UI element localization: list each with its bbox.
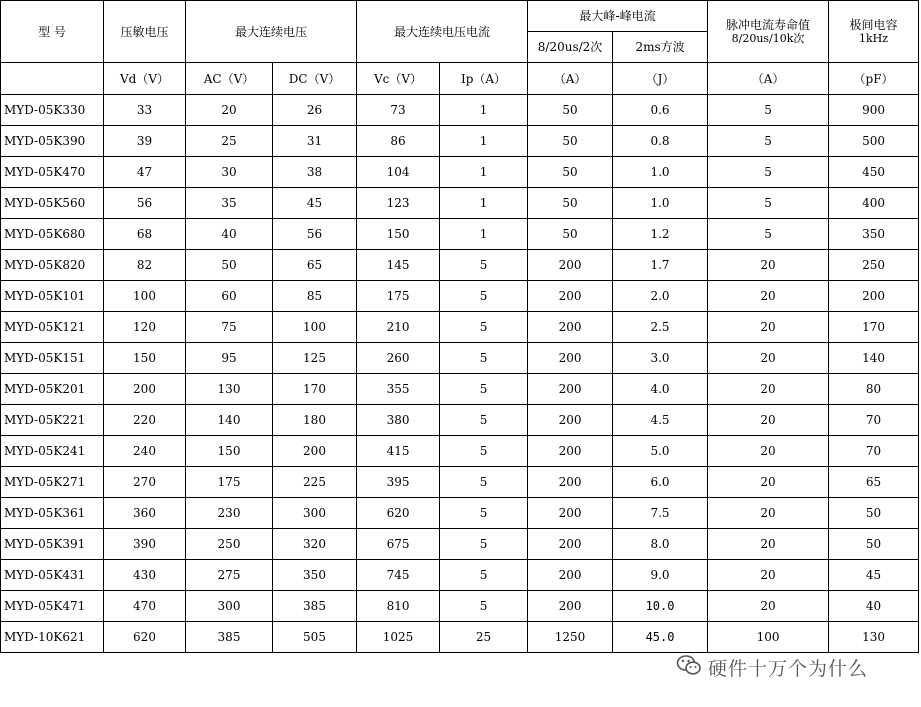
header-units-row — [1, 63, 919, 95]
cell-ac: 25 — [186, 126, 273, 157]
cell-energy: 9.0 — [613, 560, 708, 591]
cell-model: MYD-05K330 — [1, 95, 104, 126]
cell-ac: 95 — [186, 343, 273, 374]
cell-vd: 100 — [104, 281, 186, 312]
cell-peak: 1250 — [528, 622, 613, 653]
cell-life: 20 — [708, 498, 829, 529]
table-row — [1, 95, 919, 126]
cell-dc: 320 — [273, 529, 357, 560]
cell-peak: 200 — [528, 560, 613, 591]
cell-ac: 30 — [186, 157, 273, 188]
header-varistor-voltage: 压敏电压 — [104, 1, 186, 63]
cell-vd: 390 — [104, 529, 186, 560]
cell-vd: 430 — [104, 560, 186, 591]
cell-vc: 145 — [357, 250, 440, 281]
cell-vd: 220 — [104, 405, 186, 436]
cell-ip: 5 — [440, 591, 528, 622]
cell-model: MYD-05K361 — [1, 498, 104, 529]
cell-ip: 5 — [440, 343, 528, 374]
cell-cap: 170 — [829, 312, 919, 343]
cell-vd: 120 — [104, 312, 186, 343]
cell-dc: 85 — [273, 281, 357, 312]
table-row — [1, 157, 919, 188]
cell-cap: 50 — [829, 529, 919, 560]
cell-ac: 130 — [186, 374, 273, 405]
cell-cap: 250 — [829, 250, 919, 281]
cell-cap: 70 — [829, 405, 919, 436]
cell-vc: 620 — [357, 498, 440, 529]
cell-life: 100 — [708, 622, 829, 653]
cell-vc: 745 — [357, 560, 440, 591]
cell-energy: 4.0 — [613, 374, 708, 405]
cell-cap: 50 — [829, 498, 919, 529]
cell-energy: 0.6 — [613, 95, 708, 126]
cell-vd: 82 — [104, 250, 186, 281]
cell-ip: 5 — [440, 467, 528, 498]
unit-cap-pf: （pF） — [829, 63, 919, 95]
cell-vc: 675 — [357, 529, 440, 560]
cell-life: 20 — [708, 374, 829, 405]
cell-model: MYD-10K621 — [1, 622, 104, 653]
cell-dc: 200 — [273, 436, 357, 467]
cell-cap: 40 — [829, 591, 919, 622]
cell-dc: 65 — [273, 250, 357, 281]
table-row — [1, 188, 919, 219]
cell-dc: 225 — [273, 467, 357, 498]
cell-dc: 31 — [273, 126, 357, 157]
table-row — [1, 343, 919, 374]
cell-vc: 380 — [357, 405, 440, 436]
cell-ac: 40 — [186, 219, 273, 250]
unit-vc: Vc（V） — [357, 63, 440, 95]
cell-ac: 35 — [186, 188, 273, 219]
table-row — [1, 405, 919, 436]
cell-model: MYD-05K820 — [1, 250, 104, 281]
cell-ip: 5 — [440, 529, 528, 560]
cell-model: MYD-05K221 — [1, 405, 104, 436]
unit-model-blank — [1, 63, 104, 95]
cell-ac: 385 — [186, 622, 273, 653]
table-row — [1, 250, 919, 281]
table-row — [1, 281, 919, 312]
cell-model: MYD-05K201 — [1, 374, 104, 405]
cell-peak: 50 — [528, 95, 613, 126]
cell-peak: 200 — [528, 405, 613, 436]
cell-energy: 0.8 — [613, 126, 708, 157]
cell-energy: 1.7 — [613, 250, 708, 281]
cell-ip: 5 — [440, 405, 528, 436]
cell-model: MYD-05K471 — [1, 591, 104, 622]
cell-ac: 300 — [186, 591, 273, 622]
cell-dc: 100 — [273, 312, 357, 343]
cell-cap: 80 — [829, 374, 919, 405]
cell-ip: 5 — [440, 312, 528, 343]
cell-dc: 125 — [273, 343, 357, 374]
cell-vd: 360 — [104, 498, 186, 529]
cell-model: MYD-05K151 — [1, 343, 104, 374]
cell-vd: 240 — [104, 436, 186, 467]
header-peak-2ms: 2ms方波 — [613, 32, 708, 63]
cell-vd: 470 — [104, 591, 186, 622]
cell-ac: 60 — [186, 281, 273, 312]
cell-energy: 3.0 — [613, 343, 708, 374]
cell-vc: 210 — [357, 312, 440, 343]
cell-ip: 25 — [440, 622, 528, 653]
cell-cap: 70 — [829, 436, 919, 467]
unit-peak-a: （A） — [528, 63, 613, 95]
cell-life: 5 — [708, 95, 829, 126]
cell-ip: 1 — [440, 126, 528, 157]
cell-dc: 505 — [273, 622, 357, 653]
cell-ac: 175 — [186, 467, 273, 498]
cell-model: MYD-05K101 — [1, 281, 104, 312]
cell-life: 20 — [708, 250, 829, 281]
cell-ac: 250 — [186, 529, 273, 560]
cell-ip: 1 — [440, 188, 528, 219]
header-row-1 — [1, 1, 919, 32]
unit-vd: Vd（V） — [104, 63, 186, 95]
cell-ac: 140 — [186, 405, 273, 436]
cell-vd: 620 — [104, 622, 186, 653]
cell-life: 5 — [708, 219, 829, 250]
cell-cap: 65 — [829, 467, 919, 498]
cell-ac: 20 — [186, 95, 273, 126]
cell-life: 20 — [708, 560, 829, 591]
cell-dc: 300 — [273, 498, 357, 529]
cell-vd: 150 — [104, 343, 186, 374]
cell-cap: 130 — [829, 622, 919, 653]
cell-dc: 170 — [273, 374, 357, 405]
cell-peak: 200 — [528, 374, 613, 405]
header-max-peak-current: 最大峰-峰电流 — [528, 1, 708, 32]
cell-energy: 4.5 — [613, 405, 708, 436]
cell-vc: 104 — [357, 157, 440, 188]
unit-dc: DC（V） — [273, 63, 357, 95]
cell-model: MYD-05K431 — [1, 560, 104, 591]
cell-peak: 200 — [528, 591, 613, 622]
cell-ip: 5 — [440, 498, 528, 529]
table-row — [1, 467, 919, 498]
cell-life: 20 — [708, 405, 829, 436]
cell-vc: 355 — [357, 374, 440, 405]
cell-vd: 270 — [104, 467, 186, 498]
cell-cap: 450 — [829, 157, 919, 188]
cell-vc: 86 — [357, 126, 440, 157]
cell-vd: 33 — [104, 95, 186, 126]
cell-life: 20 — [708, 436, 829, 467]
table-row — [1, 374, 919, 405]
cell-peak: 200 — [528, 498, 613, 529]
cell-vc: 73 — [357, 95, 440, 126]
cell-cap: 400 — [829, 188, 919, 219]
header-capacitance-sub: 1kHz — [859, 31, 889, 45]
cell-life: 20 — [708, 343, 829, 374]
header-capacitance-title: 极间电容 — [849, 17, 898, 32]
cell-ac: 75 — [186, 312, 273, 343]
cell-model: MYD-05K271 — [1, 467, 104, 498]
cell-model: MYD-05K680 — [1, 219, 104, 250]
cell-peak: 50 — [528, 126, 613, 157]
cell-peak: 200 — [528, 250, 613, 281]
cell-life: 20 — [708, 467, 829, 498]
table-row — [1, 560, 919, 591]
cell-peak: 200 — [528, 529, 613, 560]
cell-vc: 395 — [357, 467, 440, 498]
cell-peak: 200 — [528, 312, 613, 343]
table-row — [1, 219, 919, 250]
unit-energy-j: （J） — [613, 63, 708, 95]
cell-energy: 2.5 — [613, 312, 708, 343]
unit-ip: Ip（A） — [440, 63, 528, 95]
cell-model: MYD-05K121 — [1, 312, 104, 343]
cell-energy: 10.0 — [613, 591, 708, 622]
cell-cap: 900 — [829, 95, 919, 126]
wechat-icon — [676, 653, 702, 681]
cell-dc: 38 — [273, 157, 357, 188]
header-pulse-life — [708, 1, 829, 63]
cell-vc: 1025 — [357, 622, 440, 653]
header-peak-8-20us: 8/20us/2次 — [528, 32, 613, 63]
cell-life: 20 — [708, 312, 829, 343]
cell-vc: 260 — [357, 343, 440, 374]
cell-peak: 200 — [528, 281, 613, 312]
watermark — [676, 654, 868, 680]
cell-model: MYD-05K241 — [1, 436, 104, 467]
cell-ip: 5 — [440, 281, 528, 312]
cell-life: 20 — [708, 281, 829, 312]
cell-ac: 150 — [186, 436, 273, 467]
cell-vc: 123 — [357, 188, 440, 219]
cell-ac: 230 — [186, 498, 273, 529]
cell-model: MYD-05K560 — [1, 188, 104, 219]
cell-ip: 1 — [440, 95, 528, 126]
unit-ac: AC（V） — [186, 63, 273, 95]
table-row — [1, 312, 919, 343]
cell-life: 5 — [708, 188, 829, 219]
cell-ip: 5 — [440, 250, 528, 281]
cell-ip: 5 — [440, 560, 528, 591]
cell-ac: 275 — [186, 560, 273, 591]
header-pulse-life-sub: 8/20us/10k次 — [731, 31, 805, 45]
table-row — [1, 591, 919, 622]
header-max-clamping-voltage-current: 最大连续电压电流 — [357, 1, 528, 63]
cell-peak: 200 — [528, 467, 613, 498]
cell-vd: 39 — [104, 126, 186, 157]
header-model: 型 号 — [1, 1, 104, 63]
header-capacitance — [829, 1, 919, 63]
cell-model: MYD-05K390 — [1, 126, 104, 157]
cell-cap: 45 — [829, 560, 919, 591]
cell-cap: 500 — [829, 126, 919, 157]
cell-energy: 7.5 — [613, 498, 708, 529]
cell-energy: 8.0 — [613, 529, 708, 560]
cell-peak: 50 — [528, 219, 613, 250]
table-row — [1, 126, 919, 157]
unit-life-a: （A） — [708, 63, 829, 95]
cell-dc: 385 — [273, 591, 357, 622]
table-row — [1, 436, 919, 467]
cell-energy: 45.0 — [613, 622, 708, 653]
cell-life: 5 — [708, 126, 829, 157]
cell-vd: 200 — [104, 374, 186, 405]
table-row — [1, 498, 919, 529]
cell-energy: 1.2 — [613, 219, 708, 250]
cell-peak: 200 — [528, 436, 613, 467]
cell-dc: 180 — [273, 405, 357, 436]
cell-ip: 1 — [440, 157, 528, 188]
cell-vd: 47 — [104, 157, 186, 188]
cell-life: 20 — [708, 529, 829, 560]
cell-ip: 1 — [440, 219, 528, 250]
cell-energy: 2.0 — [613, 281, 708, 312]
cell-energy: 5.0 — [613, 436, 708, 467]
cell-ac: 50 — [186, 250, 273, 281]
table-row — [1, 529, 919, 560]
cell-ip: 5 — [440, 374, 528, 405]
table-row — [1, 622, 919, 653]
cell-vc: 150 — [357, 219, 440, 250]
cell-energy: 1.0 — [613, 157, 708, 188]
cell-vd: 56 — [104, 188, 186, 219]
cell-cap: 140 — [829, 343, 919, 374]
watermark-text: 硬件十万个为什么 — [708, 657, 869, 680]
cell-vd: 68 — [104, 219, 186, 250]
cell-cap: 350 — [829, 219, 919, 250]
cell-peak: 50 — [528, 157, 613, 188]
cell-model: MYD-05K391 — [1, 529, 104, 560]
cell-energy: 6.0 — [613, 467, 708, 498]
cell-vc: 175 — [357, 281, 440, 312]
header-pulse-life-title: 脉冲电流寿命值 — [726, 17, 811, 32]
cell-peak: 200 — [528, 343, 613, 374]
cell-dc: 56 — [273, 219, 357, 250]
cell-dc: 45 — [273, 188, 357, 219]
cell-dc: 350 — [273, 560, 357, 591]
cell-life: 5 — [708, 157, 829, 188]
header-max-continuous-voltage: 最大连续电压 — [186, 1, 357, 63]
cell-cap: 200 — [829, 281, 919, 312]
cell-peak: 50 — [528, 188, 613, 219]
cell-model: MYD-05K470 — [1, 157, 104, 188]
cell-ip: 5 — [440, 436, 528, 467]
cell-vc: 415 — [357, 436, 440, 467]
cell-dc: 26 — [273, 95, 357, 126]
cell-energy: 1.0 — [613, 188, 708, 219]
cell-life: 20 — [708, 591, 829, 622]
cell-vc: 810 — [357, 591, 440, 622]
